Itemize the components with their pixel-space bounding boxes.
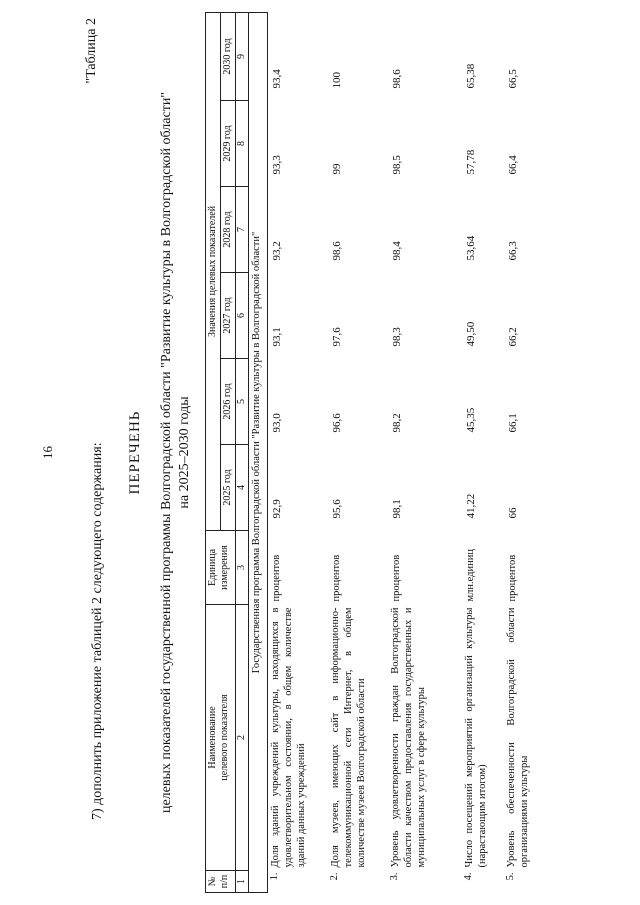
- table-row: [328, 12, 388, 892]
- row-value-2025: 92,9: [271, 499, 283, 519]
- row-index: 2.: [329, 872, 340, 881]
- subtitle-line-1: целевых показателей государственной программы Волгоградской области "Развитие культуры в Волгоградской области": [159, 91, 174, 814]
- row-value-2028: 93,2: [271, 241, 283, 261]
- row-value-2026: 45,35: [465, 407, 477, 433]
- table-row: [504, 12, 542, 892]
- table-row: [462, 12, 504, 892]
- row-value-2029: 57,78: [465, 149, 477, 175]
- program-title: Государственная программа Волгоградской области "Развитие культуры в Волгоградской области": [249, 12, 268, 892]
- document-title: ПЕРЕЧЕНЬ: [127, 410, 143, 495]
- row-value-2025: 66: [507, 507, 519, 519]
- row-value-2026: 66,1: [507, 413, 519, 433]
- row-value-2030: 93,4: [271, 69, 283, 89]
- row-index: 4.: [463, 872, 474, 881]
- column-number: 6: [236, 273, 249, 359]
- table-row: [388, 12, 462, 892]
- table-label: "Таблица 2: [84, 18, 99, 84]
- row-value-2028: 98,6: [331, 241, 343, 261]
- column-number: 3: [236, 531, 249, 605]
- row-value-2027: 97,6: [331, 327, 343, 347]
- row-value-2028: 53,64: [465, 235, 477, 261]
- row-value-2030: 100: [331, 72, 343, 89]
- row-indicator-name: Доля музеев, имеющих сайт в информационно-телекоммуникационной сети Интернет, в общем количестве музеев Волгоградской области: [330, 607, 367, 868]
- column-number: 2: [236, 605, 249, 871]
- row-unit: процентов: [507, 554, 518, 602]
- header-year-2028: 2028 год: [221, 187, 236, 273]
- row-value-2030: 98,6: [391, 69, 403, 89]
- header-year-2027: 2027 год: [221, 273, 236, 359]
- header-year-2029: 2029 год: [221, 101, 236, 187]
- header-year-2025: 2025 год: [221, 445, 236, 531]
- column-number: 4: [236, 445, 249, 531]
- row-unit: млн.единиц: [465, 549, 476, 602]
- row-indicator-name: Число посещений мероприятий организаций культуры (нарастающим итогом): [464, 607, 488, 868]
- row-index: 3.: [389, 872, 400, 881]
- header-row-1: [206, 12, 221, 892]
- row-value-2025: 41,22: [465, 493, 477, 519]
- column-number: 8: [236, 101, 249, 187]
- row-value-2025: 95,6: [331, 499, 343, 519]
- intro-text: 7) дополнить приложение таблицей 2 следующего содержания:: [90, 442, 105, 820]
- row-value-2026: 93,0: [271, 413, 283, 433]
- row-value-2029: 98,5: [391, 155, 403, 175]
- row-index: 5.: [505, 872, 516, 881]
- header-year-2026: 2026 год: [221, 359, 236, 445]
- row-unit: процентов: [331, 554, 342, 602]
- document-subtitle: [158, 0, 194, 905]
- header-indicator-name: Наименование целевого показателя: [206, 605, 236, 871]
- row-unit: процентов: [271, 554, 282, 602]
- row-value-2029: 93,3: [271, 155, 283, 175]
- indicators-table: [205, 12, 542, 893]
- row-indicator-name: Уровень обеспеченности Волгоградской области организациями культуры: [506, 607, 530, 868]
- row-value-2027: 66,2: [507, 327, 519, 347]
- row-value-2029: 99: [331, 163, 343, 175]
- program-row: [249, 12, 268, 892]
- column-number: 1: [236, 871, 249, 893]
- row-value-2029: 66,4: [507, 155, 519, 175]
- row-value-2027: 93,1: [271, 327, 283, 347]
- row-value-2027: 49,50: [465, 321, 477, 347]
- row-value-2028: 66,3: [507, 241, 519, 261]
- row-value-2025: 98,1: [391, 499, 403, 519]
- row-index: 1.: [269, 872, 280, 881]
- row-indicator-name: Уровень удовлетворенности граждан Волгоградской области качеством предоставления государственных и муниципальных услуг в сфере культуры: [390, 607, 427, 868]
- row-unit: процентов: [391, 554, 402, 602]
- row-indicator-name: Доля зданий учреждений культуры, находящихся в удовлетворительном состоянии, в общем количестве зданий данных учреждений: [270, 607, 307, 868]
- subtitle-line-2: на 2025–2030 годы: [177, 396, 192, 509]
- header-unit: Единица измерения: [206, 531, 236, 605]
- row-value-2026: 98,2: [391, 413, 403, 433]
- row-value-2027: 98,3: [391, 327, 403, 347]
- row-value-2030: 65,38: [465, 63, 477, 89]
- row-value-2030: 66,5: [507, 69, 519, 89]
- column-number: 5: [236, 359, 249, 445]
- header-number: № п/п: [206, 871, 236, 893]
- header-values-group: Значения целевых показателей: [206, 12, 221, 530]
- row-value-2026: 96,6: [331, 413, 343, 433]
- column-number: 7: [236, 187, 249, 273]
- column-number-row: [236, 12, 249, 892]
- page-number: 16: [40, 446, 55, 459]
- column-number: 9: [236, 12, 249, 100]
- header-year-2030: 2030 год: [221, 12, 236, 100]
- row-value-2028: 98,4: [391, 241, 403, 261]
- table-row: [268, 12, 329, 892]
